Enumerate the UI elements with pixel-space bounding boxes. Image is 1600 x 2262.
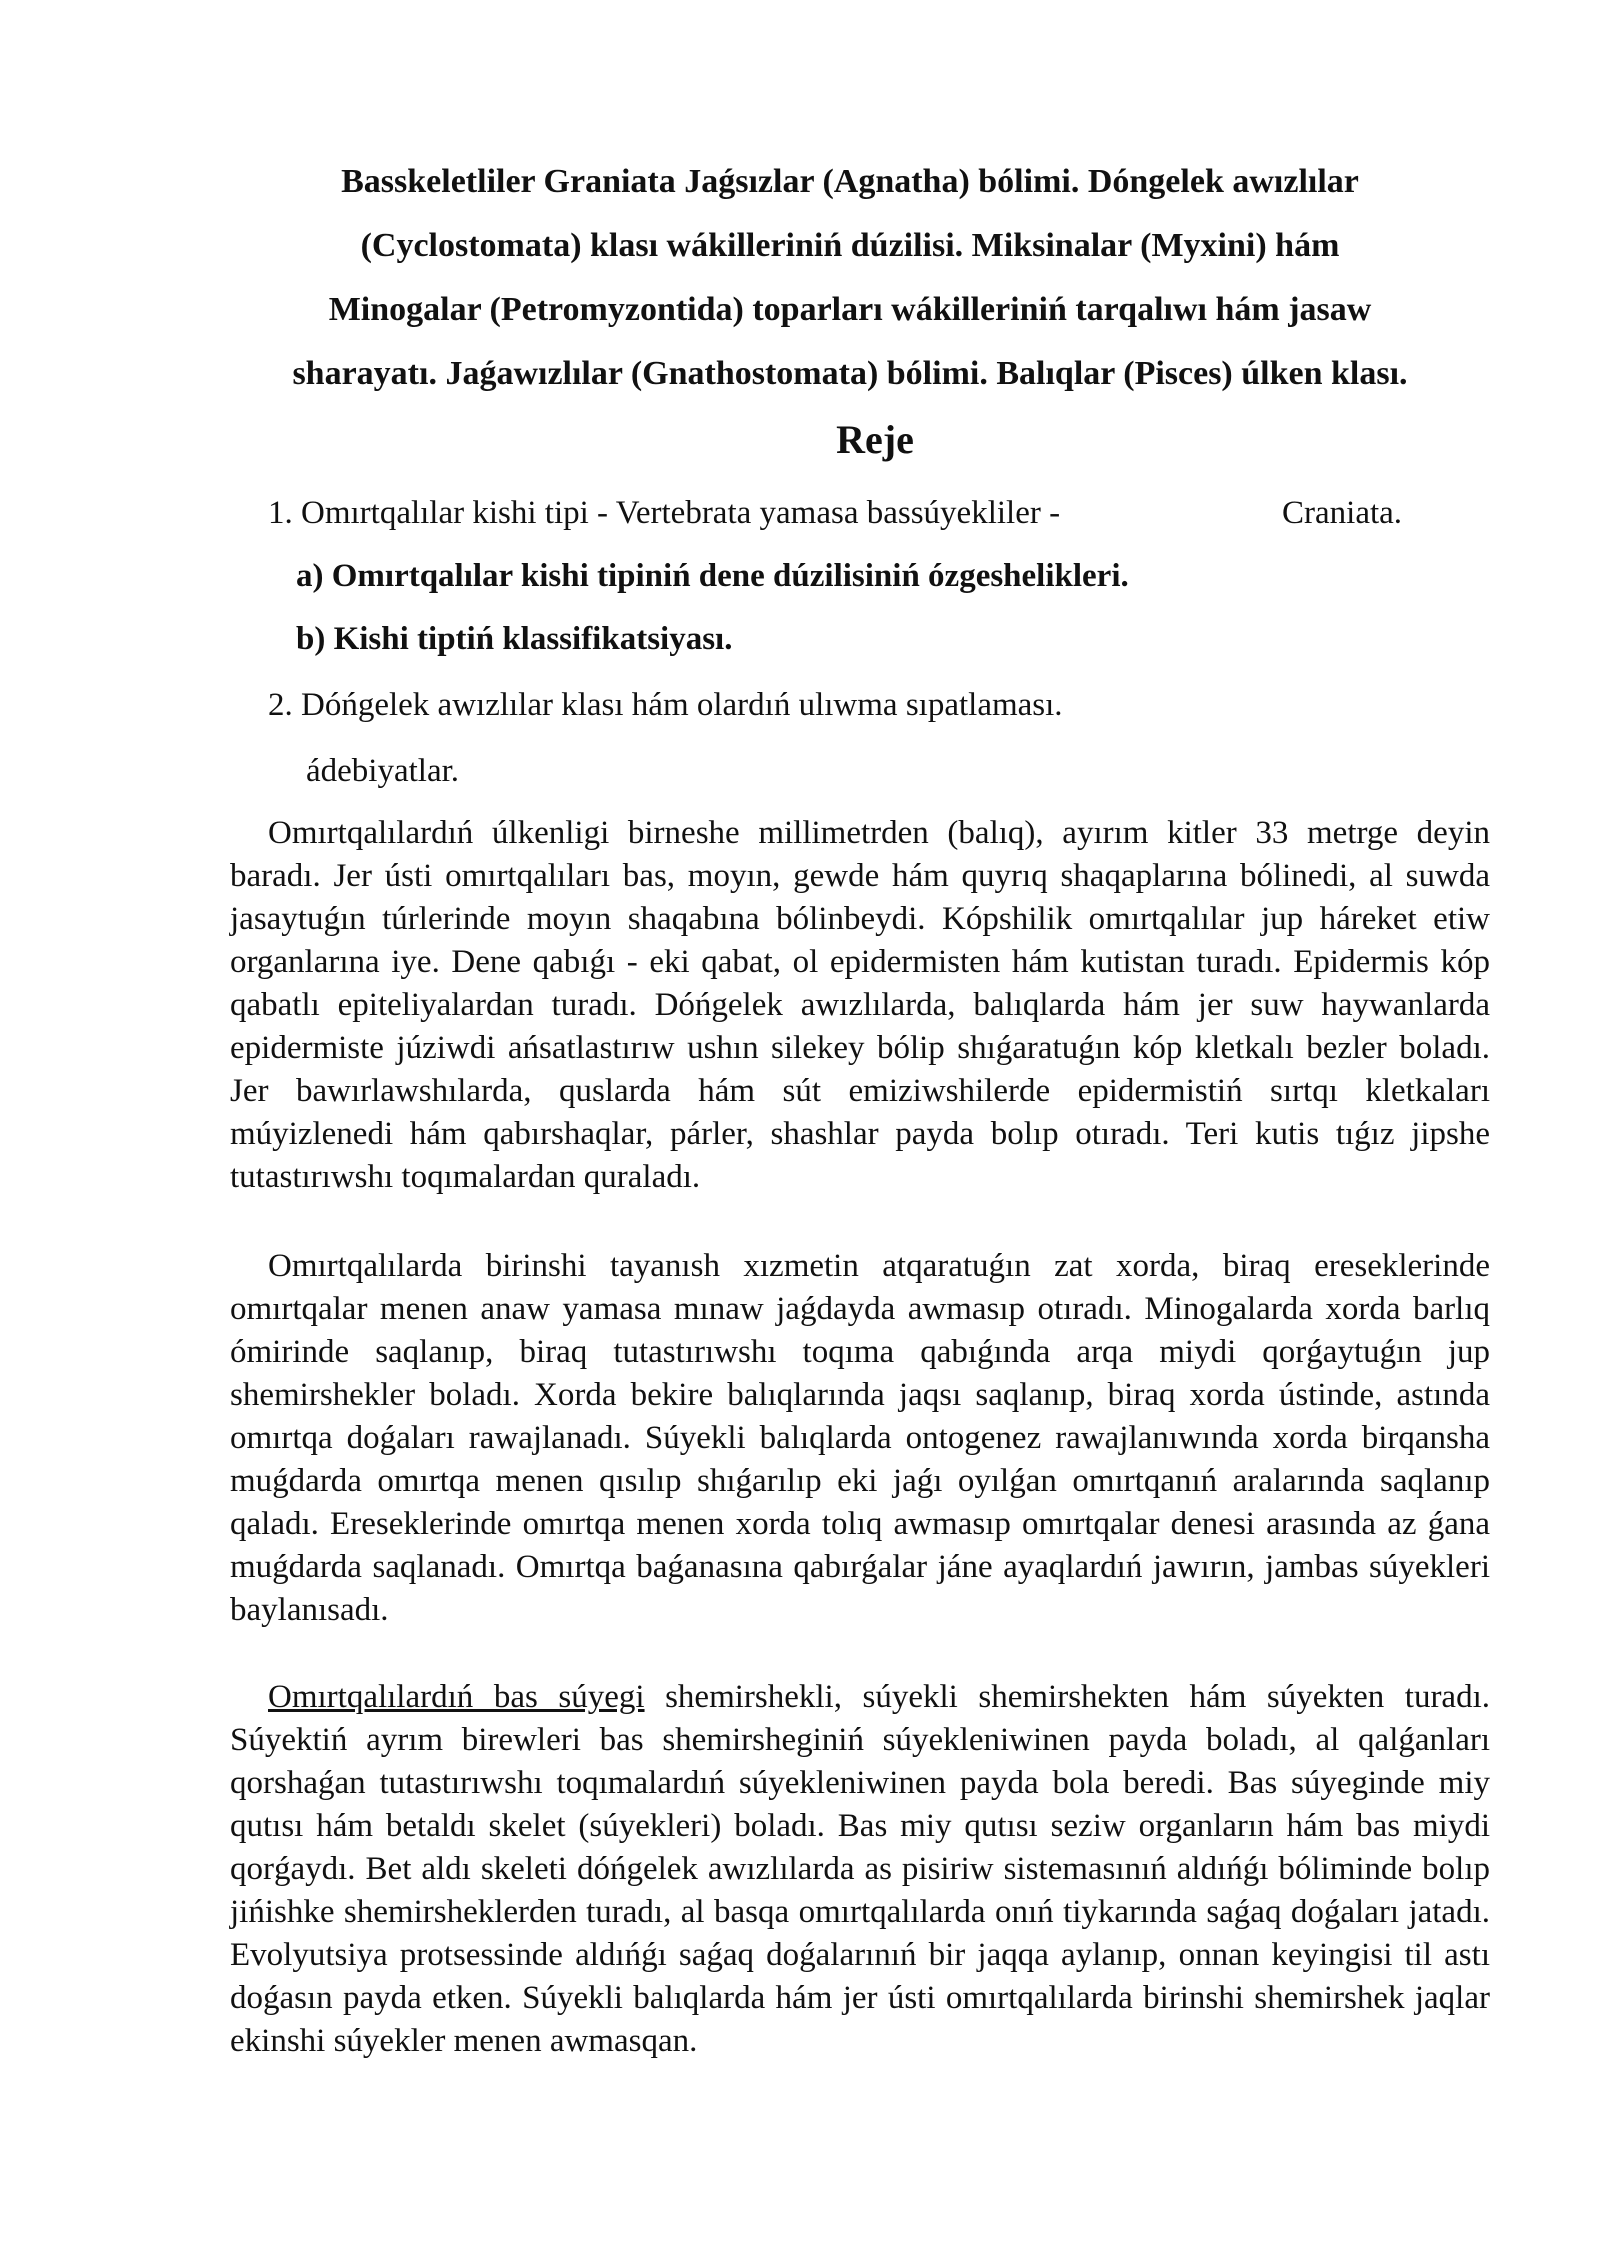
document-title	[200, 150, 1500, 406]
plan-heading: Reje	[836, 417, 914, 462]
title-line-1: Basskeletliler Graniata Jaǵsızlar (Agnatha) bólimi. Dóngelek awızlılar	[341, 163, 1359, 200]
plan-item-2: 2. Dóńgelek awızlılar klası hám olardıń ulıwma sıpatlaması.	[268, 687, 1063, 723]
paragraph-3-underlined-term: Omırtqalılardıń bas súyegi	[268, 1679, 645, 1715]
plan-item-1-text: 1. Omırtqalılar kishi tipi - Vertebrata yamasa bassúyekliler -	[268, 495, 1061, 531]
title-line-2: (Cyclostomata) klası wákilleriniń dúzilisi. Miksinalar (Myxini) hám	[360, 227, 1340, 264]
title-line-3: Minogalar (Petromyzontida) toparları wákilleriniń tarqalıwı hám jasaw	[328, 291, 1372, 328]
plan-literature: ádebiyatlar.	[306, 753, 460, 789]
plan-item-1	[268, 488, 1428, 538]
paragraph-3	[230, 1676, 1490, 2063]
plan-item-1b: b) Kishi tiptiń klassifikatsiyası.	[296, 621, 733, 657]
paragraph-1-text: Omırtqalılardıń úlkenligi birneshe millimetrden (balıq), ayırım kitler 33 metrge deyin baradı. Jer ústi omırtqalıları bas, moyın, gewde hám quyrıq shaqaplarına bólinedi, al suwda jasaytuǵın túrlerinde moyın shaqabına bólinbeydi. Kópshilik omırtqalılar jup háreket etiw organlarına iye. Dene qabıǵı - eki qabat, ol epidermisten hám kutistan turadı. Epidermis kóp qabatlı epiteliyalardan turadı. Dóńgelek awızlılarda, balıqlarda hám jer suw haywanlarda epidermiste júziwdi ańsatlastırıw ushın silekey bólip shıǵaratuǵın kóp kletkalı bezler boladı. Jer bawırlawshılarda, quslarda hám sút emiziwshilerde epidermistiń sırtqı kletkaları múyizlenedi hám qabırshaqlar, párler, shashlar payda bolıp otıradı. Teri kutis tıǵız jipshe tutastırıwshı toqımalardan quraladı.	[230, 815, 1490, 1195]
paragraph-3-text: shemirshekli, súyekli shemirshekten hám súyekten turadı. Súyektiń ayrım birewleri bas shemirsheginiń súyekleniwinen payda boladı, al qalǵanları qorshaǵan tutastırıwshı toqımalardıń súyekleniwinen payda bola beredi. Bas súyeginde miy qutısı hám betaldı skelet (súyekleri) boladı. Bas miy qutısı seziw organların hám bas miydi qorǵaydı. Bet aldı skeleti dóńgelek awızlılarda as pisiriw sistemasınıń aldıńǵı bóliminde bolıp jińishke shemirsheklerden turadı, al basqa omırtqalılarda onıń tiykarında saǵaq doǵaları jatadı. Evolyutsiya protsessinde aldıńǵı saǵaq doǵalarınıń bir jaqqa aylanıp, onnan keyingisi til astı doǵasın payda etken. Súyekli balıqlarda hám jer ústi omırtqalılarda birinshi shemirshek jaqlar ekinshi súyekler menen awmasqan.	[230, 1679, 1490, 2059]
paragraph-2-text: Omırtqalılarda birinshi tayanısh xızmetin atqaratuǵın zat xorda, biraq ereseklerinde omırtqalar menen anaw yamasa mınaw jaǵdayda awmasıp otıradı. Minogalarda xorda barlıq ómirinde saqlanıp, biraq tutastırıwshı toqıma qabıǵında arqa miydi qorǵaytuǵın jup shemirshekler boladı. Xorda bekire balıqlarında jaqsı saqlanıp, biraq xorda ústinde, astında omırtqa doǵaları rawajlanadı. Súyekli balıqlarda ontogenez rawajlanıwında xorda birqansha muǵdarda omırtqa menen qısılıp shıǵarılıp eki jaǵı oyılǵan omırtqanıń aralarında saqlanıp qaladı. Ereseklerinde omırtqa menen xorda tolıq awmasıp omırtqalar denesi arasında az ǵana muǵdarda saqlanadı. Omırtqa baǵanasına qabırǵalar jáne ayaqlardıń jawırın, jambas súyekleri baylanısadı.	[230, 1248, 1490, 1628]
paragraph-2	[230, 1245, 1490, 1632]
plan-item-1a: a) Omırtqalılar kishi tipiniń dene dúzilisiniń ózgeshelikleri.	[296, 558, 1129, 594]
paragraph-1	[230, 812, 1490, 1199]
plan-item-1-tail: Craniata.	[1282, 495, 1403, 531]
title-line-4: sharayatı. Jaǵawızlılar (Gnathostomata) bólimi. Balıqlar (Pisces) úlken klası.	[292, 355, 1408, 392]
